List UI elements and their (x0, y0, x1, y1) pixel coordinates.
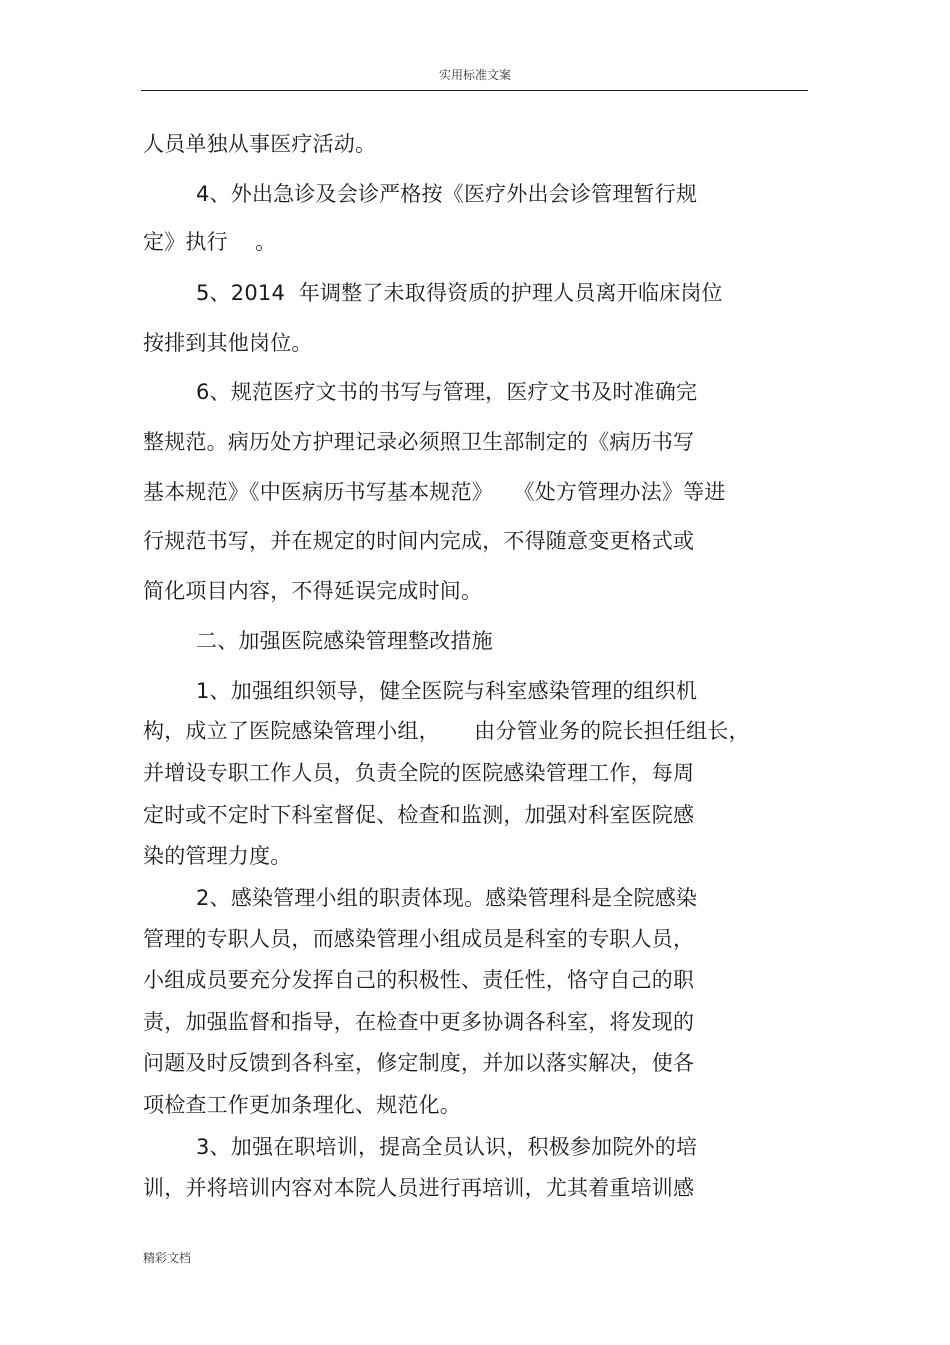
text-line: 整规范。病历处方护理记录必须照卫生部制定的《病历书写 (143, 430, 695, 454)
text-line: 构，成立了医院感染管理小组， 由分管业务的院长担任组长， (143, 719, 750, 743)
text-line: 管理的专职人员，而感染管理小组成员是科室的专职人员， (143, 927, 695, 951)
text-line: 6、规范医疗文书的书写与管理，医疗文书及时准确完 (196, 380, 698, 404)
text-line: 问题及时反馈到各科室，修定制度，并加以落实解决，使各 (143, 1051, 695, 1075)
text-line: 简化项目内容，不得延误完成时间。 (143, 579, 483, 603)
section-heading: 二、加强医院感染管理整改措施 (196, 629, 493, 653)
text-line: 定》执行 。 (143, 230, 277, 254)
text-line: 人员单独从事医疗活动。 (143, 132, 377, 156)
text-line: 4、外出急诊及会诊严格按《医疗外出会诊管理暂行规 (196, 182, 698, 206)
text-line: 2、感染管理小组的职责体现。感染管理科是全院感染 (196, 886, 698, 910)
text-line: 3、加强在职培训，提高全员认识，积极参加院外的培 (196, 1135, 698, 1159)
text-line: 行规范书写，并在规定的时间内完成，不得随意变更格式或 (143, 529, 695, 553)
text-line: 并增设专职工作人员，负责全院的医院感染管理工作，每周 (143, 761, 695, 785)
text-line: 责，加强监督和指导，在检查中更多协调各科室，将发现的 (143, 1010, 695, 1034)
text-line: 染的管理力度。 (143, 844, 292, 868)
text-line: 训，并将培训内容对本院人员进行再培训，尤其着重培训感 (143, 1176, 695, 1200)
text-line: 按排到其他岗位。 (143, 331, 313, 355)
page-footer: 精彩文档 (143, 1251, 192, 1265)
page-header: 实用标准文案 (438, 68, 511, 82)
text-line: 5、2014 年调整了未取得资质的护理人员离开临床岗位 (196, 281, 723, 305)
text-line: 小组成员要充分发挥自己的积极性、责任性，恪守自己的职 (143, 968, 695, 992)
text-line: 基本规范》《中医病历书写基本规范》 《处方管理办法》等进 (143, 480, 726, 504)
text-line: 1、加强组织领导，健全医院与科室感染管理的组织机 (196, 679, 698, 703)
text-line: 项检查工作更加条理化、规范化。 (143, 1093, 461, 1117)
text-line: 定时或不定时下科室督促、检查和监测，加强对科室医院感 (143, 803, 695, 827)
